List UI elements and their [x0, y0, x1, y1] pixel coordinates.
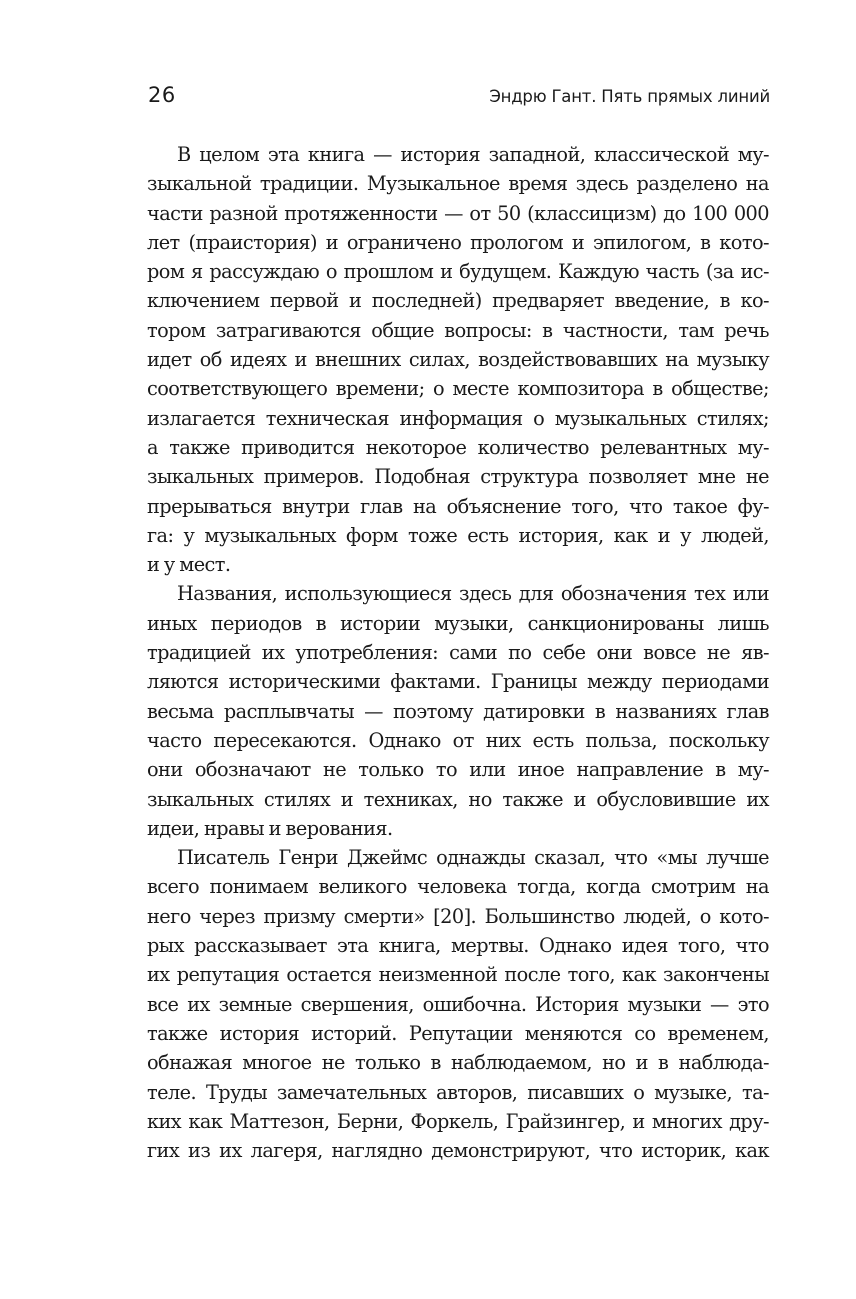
page-header	[0, 0, 856, 130]
text-line: традицией их употребления: сами по себе они вовсе не яв-	[147, 641, 769, 665]
running-head: Эндрю Гант. Пять прямых линий	[489, 87, 770, 106]
text-line: излагается техническая информация о музыкальных стилях;	[147, 406, 769, 430]
text-line: прерываться внутри глав на объяснение того, что такое фу-	[147, 494, 769, 518]
text-line: тором затрагиваются общие вопросы: в частности, там речь	[147, 318, 769, 342]
text-line: они обозначают не только то или иное направление в му-	[147, 758, 769, 782]
text-line: ких как Маттезон, Берни, Форкель, Грайзингер, и многих дру-	[147, 1109, 769, 1133]
text-line: идет об идеях и внешних силах, воздействовавших на музыку	[147, 348, 769, 372]
text-line: части разной протяженности — от 50 (классицизм) до 100 000	[147, 201, 769, 225]
text-line: также история историй. Репутации меняются со временем,	[147, 1021, 769, 1045]
text-line: Названия, использующиеся здесь для обозначения тех или	[177, 582, 769, 606]
text-line: часто пересекаются. Однако от них есть польза, поскольку	[147, 728, 769, 752]
body-text	[147, 140, 769, 1165]
text-line: всего понимаем великого человека тогда, когда смотрим на	[147, 875, 769, 899]
text-line: ключением первой и последней) предваряет введение, в ко-	[147, 289, 769, 313]
text-line: лет (праистория) и ограничено прологом и эпилогом, в кото-	[147, 230, 769, 254]
text-line: и у мест.	[147, 553, 231, 577]
text-line: зыкальных стилях и техниках, но также и обусловившие их	[147, 787, 769, 811]
paragraph-3	[147, 843, 769, 1165]
text-line: весьма расплывчаты — поэтому датировки в названиях глав	[147, 699, 769, 723]
text-line: иных периодов в истории музыки, санкционированы лишь	[147, 611, 769, 635]
text-line: ром я рассуждаю о прошлом и будущем. Каждую часть (за ис-	[147, 260, 769, 284]
text-line: теле. Труды замечательных авторов, писавших о музыке, та-	[147, 1080, 769, 1104]
text-line: ляются историческими фактами. Границы между периодами	[147, 670, 769, 694]
paragraph-2	[147, 579, 769, 843]
text-line: рых рассказывает эта книга, мертвы. Однако идея того, что	[147, 934, 769, 958]
page-number: 26	[148, 83, 176, 107]
text-line: их репутация остается неизменной после того, как закончены	[147, 963, 769, 987]
text-line: гих из их лагеря, наглядно демонстрируют, что историк, как	[147, 1139, 769, 1163]
text-line: а также приводится некоторое количество релевантных му-	[147, 435, 769, 459]
text-line: Писатель Генри Джеймс однажды сказал, что «мы лучше	[177, 846, 769, 870]
text-line: зыкальных примеров. Подобная структура позволяет мне не	[147, 465, 769, 489]
text-line: обнажая многое не только в наблюдаемом, но и в наблюда-	[147, 1051, 769, 1075]
text-line: га: у музыкальных форм тоже есть история, как и у людей,	[147, 523, 769, 547]
text-line: соответствующего времени; о месте композитора в обществе;	[147, 377, 769, 401]
paragraph-1	[147, 140, 769, 579]
text-line: идеи, нравы и верования.	[147, 816, 393, 840]
text-line: него через призму смерти» [20]. Большинство людей, о кото-	[147, 904, 769, 928]
text-line: В целом эта книга — история западной, классической му-	[177, 143, 769, 166]
text-line: все их земные свершения, ошибочна. История музыки — это	[147, 992, 769, 1016]
text-line: зыкальной традиции. Музыкальное время здесь разделено на	[147, 172, 769, 196]
